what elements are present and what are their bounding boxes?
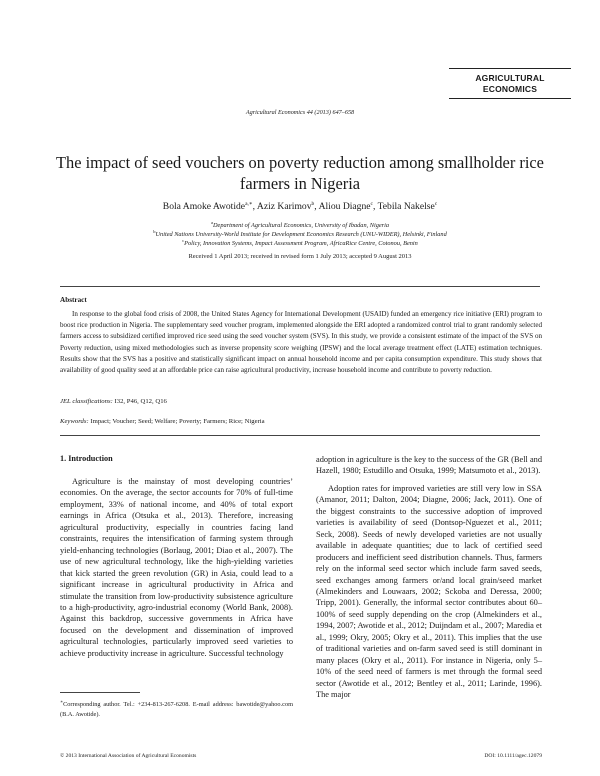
- journal-name: AGRICULTURAL ECONOMICS: [475, 73, 545, 94]
- author-affil-mark: c: [370, 201, 373, 207]
- abstract-top-rule: [60, 286, 540, 287]
- doi: DOI: 10.1111/agec.12079: [484, 753, 542, 759]
- footnote-mark: ∗: [60, 699, 64, 704]
- author-affil-mark: c: [434, 201, 438, 207]
- author-affil-mark: a,∗: [245, 201, 253, 207]
- journal-masthead: [449, 68, 571, 99]
- footnote-rule: [60, 692, 140, 693]
- author-list: Bola Amoke Awotide$^{a,∗}$, Aziz Karimov$^b$, Aliou Diagne$^c$, Tebila Nakelse$^c$: [162, 201, 438, 213]
- author-name: Bola Amoke Awotide: [162, 201, 246, 213]
- abstract-bottom-rule: [60, 435, 540, 436]
- affiliation-text: Policy, Innovation Systems, Impact Assessment Program, AfricaRice Centre, Cotonou, Benin: [184, 240, 418, 248]
- abstract-heading: Abstract: [60, 296, 87, 304]
- author-name: Tebila Nakelse: [377, 201, 435, 213]
- paper-title: The impact of seed vouchers on poverty reduction among smallholder rice farmers in Nigeria: [56, 153, 544, 193]
- abstract-text: In response to the global food crisis of 2008, the United States Agency for International Development (USAID) funded an emergency rice initiative (ERI) program to boost rice production in Nigeria. The supplementary seed voucher program, implemented alongside the ERI adopted a randomized control trial to grant randomly selected farmers access to subsidized certified improved rice seed using the seed voucher system (SVS). In this study, we provide a consistent estimate of the impact of the SVS on Poverty reduction, using mixed methodologies such as inverse propensity score weighing (IPSW) and the local average treatment effect (LATE) estimation techniques. Results show that the SVS has a positive and statistically significant impact on annual household income and per capita consumption expenditure. This study shows that availability of good quality seed at an affordable price can raise agricultural productivity, increase household income and contribute to poverty reduction.: [60, 310, 542, 375]
- keywords: [60, 418, 265, 425]
- affiliation: [0, 229, 600, 238]
- jel-label: JEL classifications:: [60, 398, 113, 405]
- left-column: [60, 476, 293, 659]
- author-name: Aziz Karimov: [256, 201, 312, 213]
- keywords-label: Keywords:: [60, 418, 89, 425]
- author-name: Aliou Diagne: [318, 201, 371, 213]
- affiliation: [0, 238, 600, 247]
- keywords-value: Impact; Voucher; Seed; Welfare; Poverty; Farmers; Rice; Nigeria: [90, 418, 265, 425]
- body-paragraph: Adoption rates for improved varieties are still very low in SSA (Amanor, 2011; Dalton, 2004; Diagne, 2006; Jack, 2011). One of the biggest constraints to the successive adoption of improved varieties is availability of seed (Dontsop-Nguezet et al., 2011; Seck, 2008). Seeds of newly developed varieties are not usually available in adequate quantities; due to lack of certified seed producers and inefficient seed distribution channels. Thus, farmers rely on the informal seed sector which include farm saved seeds, seed exchanges among farmers or/and local grain/seed market (Almekinders and Louwaars, 2002; Sckoba and Deressa, 2000; Tripp, 2001). Generally, the informal sector contributes about 60–100% of seed supply depending on the crop (Almekinders et al., 1994, 2007; Awotide et al., 2012; Duijndam et al., 2007; Maredia et al., 1999; Okry, 2005; Okry et al., 2011). This implies that the use of traditional varieties and on-farm saved seed is still dominant in many places (Okry et al., 2011). For instance in Nigeria, only 5–10% of the seed need of farmers is met through the formal seed sector (Awotide et al., 2012; Bentley et al., 2011; Larinde, 1996). The major: [316, 483, 542, 700]
- author-affil-mark: b: [311, 201, 315, 207]
- copyright-notice: © 2013 International Association of Agricultural Economists: [60, 753, 197, 759]
- affiliation-mark: b: [153, 229, 156, 234]
- right-column: [316, 454, 542, 701]
- section-heading: 1. Introduction: [60, 454, 113, 463]
- footnote-text: Corresponding author. Tel.: +234-813-267-6208. E-mail address: bawotide@yahoo.com (B.A. Awotide).: [60, 701, 293, 719]
- jel-classifications: [60, 398, 167, 405]
- affiliation-text: United Nations University-World Institute for Development Economics Research (UNU-WIDER), Helsinki, Finland: [155, 231, 447, 239]
- affiliation-mark: c: [182, 238, 185, 243]
- footnote: [60, 697, 293, 720]
- affiliation-mark: a: [210, 220, 213, 225]
- affiliation-text: Department of Agricultural Economics, University of Ibadan, Nigeria: [212, 222, 389, 230]
- journal-citation: Agricultural Economics 44 (2013) 647–658: [245, 109, 355, 116]
- jel-value: I32, P46, Q12, Q16: [114, 398, 167, 405]
- article-dates: Received 1 April 2013; received in revised form 1 July 2013; accepted 9 August 2013: [188, 253, 412, 260]
- body-paragraph: adoption in agriculture is the key to the success of the GR (Bell and Hazell, 1980; Estudillo and Otsuka, 1999; Matsumoto et al., 2013).: [316, 455, 542, 476]
- affiliation: [0, 220, 600, 229]
- body-paragraph: Agriculture is the mainstay of most developing countries’ economies. On the average, the sector accounts for 70% of full-time employment, 33% of national income, and 40% of total export earnings in Africa (Otsuka et al., 2013). Therefore, increasing agricultural productivity, especially in countries facing land constraints, requires the intensification of farming system through yield-enhancing technologies (Borlaug, 2001; Diao et al., 2007). The use of new agricultural technology, like the high-yielding varieties that kick started the green revolution (GR) in Asia, could lead to a significant increase in agricultural productivity in Africa and stimulate the transition from low-productivity subsistence agriculture to a high-productivity, agro-industrial economy (World Bank, 2008). Against this backdrop, successive governments in Africa have focused on the development and dissemination of improved agricultural technologies, particularly improved seed varieties to achieve productivity increase in agriculture. Successful technology: [60, 477, 293, 658]
